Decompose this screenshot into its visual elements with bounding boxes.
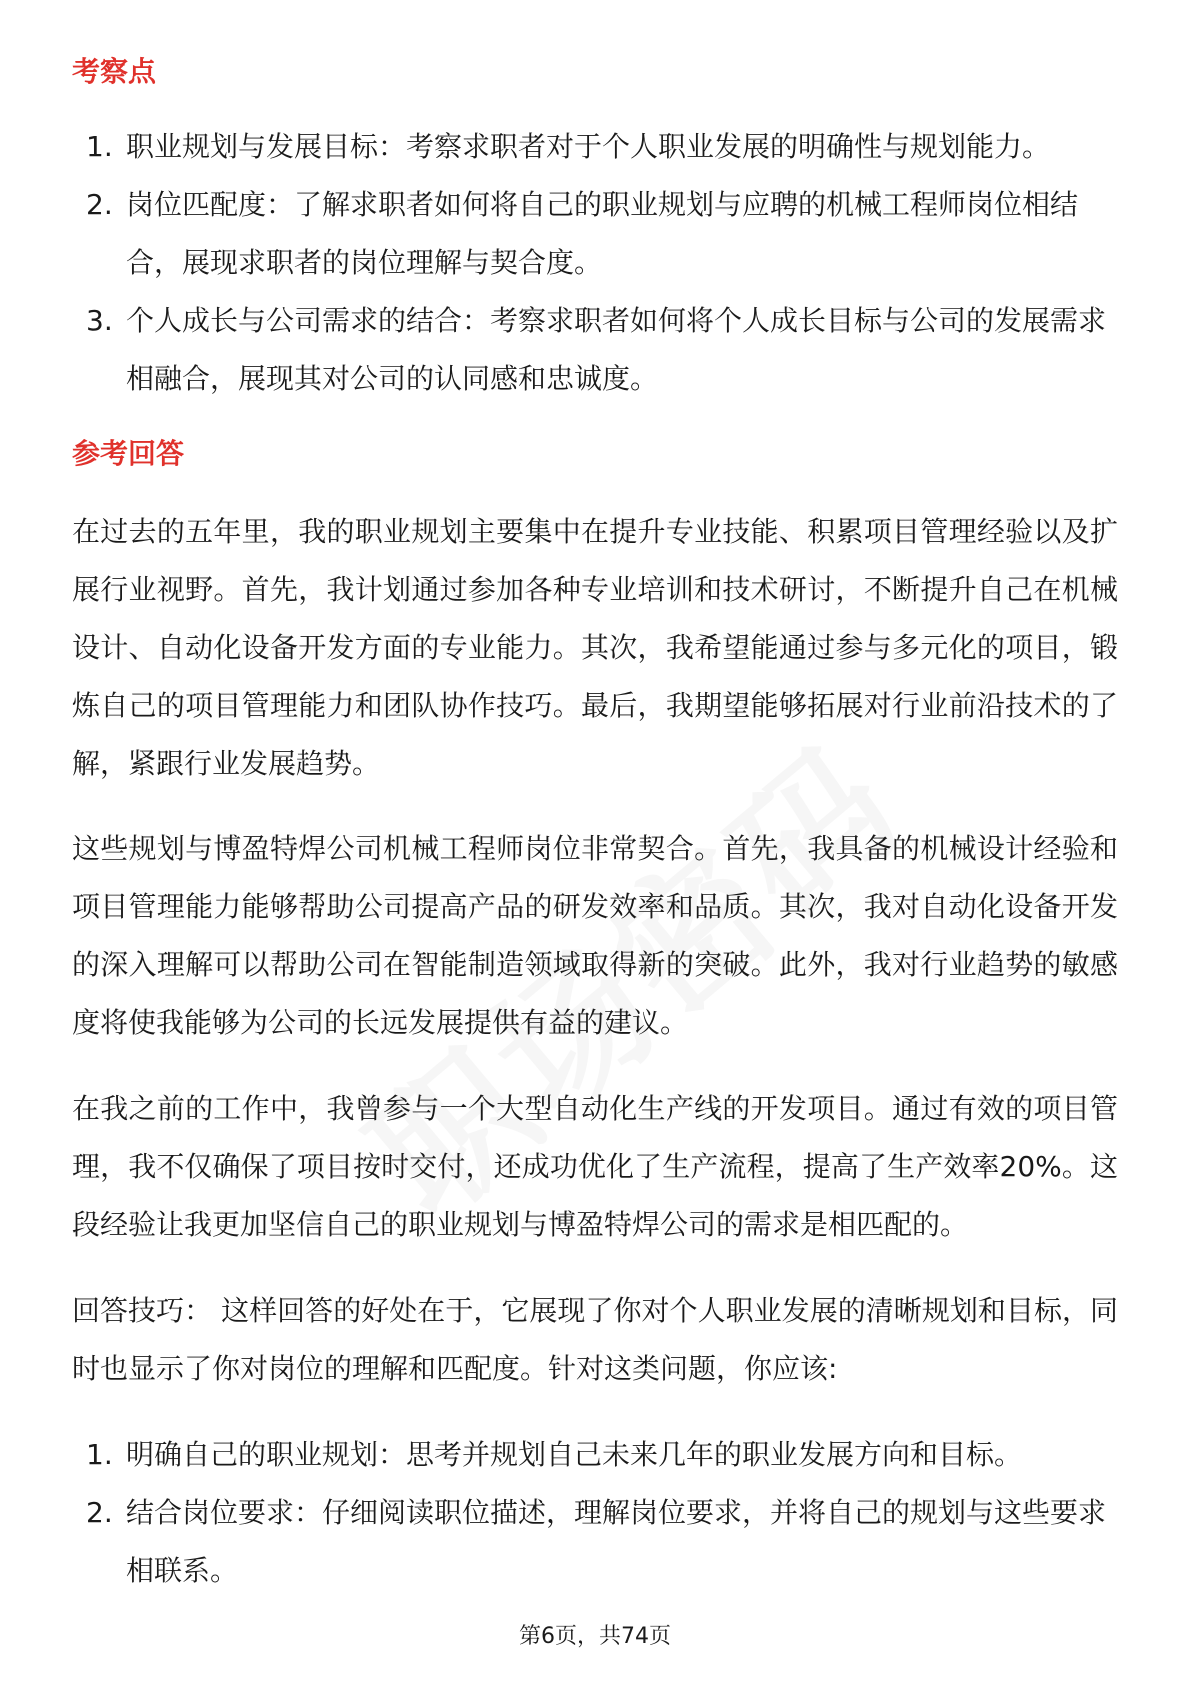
answer-paragraph-3: 在我之前的工作中，我曾参与一个大型自动化生产线的开发项目。通过有效的项目管理，我不仅确保了项目按时交付，还成功优化了生产流程，提高了生产效率20%。这段经验让我更加坚信自己的职业规划与博盈特焊公司的需求是相匹配的。 [72, 1092, 1118, 1241]
focus-list [72, 118, 1118, 408]
list-number: 2. [86, 1496, 113, 1529]
answer-paragraph-2: 这些规划与博盈特焊公司机械工程师岗位非常契合。首先，我具备的机械设计经验和项目管理能力能够帮助公司提高产品的研发效率和品质。其次，我对自动化设备开发的深入理解可以帮助公司在智能制造领域取得新的突破。此外，我对行业趋势的敏感度将使我能够为公司的长远发展提供有益的建议。 [72, 832, 1118, 1039]
list-item-text: 个人成长与公司需求的结合：考察求职者如何将个人成长目标与公司的发展需求相融合，展现其对公司的认同感和忠诚度。 [126, 304, 1107, 395]
list-item [72, 1484, 1118, 1600]
list-item-text: 职业规划与发展目标：考察求职者对于个人职业发展的明确性与规划能力。 [126, 130, 1051, 163]
list-number: 1. [86, 1438, 113, 1471]
list-number: 1. [86, 130, 113, 163]
focus-heading: 考察点 [72, 55, 157, 88]
list-item [72, 1426, 1118, 1484]
list-number: 3. [86, 304, 113, 337]
list-item [72, 176, 1118, 292]
list-item-text: 明确自己的职业规划：思考并规划自己未来几年的职业发展方向和目标。 [126, 1438, 1023, 1471]
list-item-text: 结合岗位要求：仔细阅读职位描述，理解岗位要求，并将自己的规划与这些要求相联系。 [126, 1496, 1107, 1587]
answer-tips-paragraph: 回答技巧： 这样回答的好处在于，它展现了你对个人职业发展的清晰规划和目标，同时也显示了你对岗位的理解和匹配度。针对这类问题，你应该: [72, 1294, 1118, 1385]
list-number: 2. [86, 188, 113, 221]
answer-paragraph-1: 在过去的五年里，我的职业规划主要集中在提升专业技能、积累项目管理经验以及扩展行业视野。首先，我计划通过参加各种专业培训和技术研讨，不断提升自己在机械设计、自动化设备开发方面的专业能力。其次，我希望能通过参与多元化的项目，锻炼自己的项目管理能力和团队协作技巧。最后，我期望能够拓展对行业前沿技术的了解，紧跟行业发展趋势。 [72, 515, 1118, 780]
page-number-footer: 第6页，共74页 [519, 1624, 671, 1649]
list-item [72, 292, 1118, 408]
list-item-text: 岗位匹配度：了解求职者如何将自己的职业规划与应聘的机械工程师岗位相结合，展现求职者的岗位理解与契合度。 [126, 188, 1079, 279]
answer-heading: 参考回答 [72, 437, 185, 470]
list-item [72, 118, 1118, 176]
tips-list [72, 1426, 1118, 1600]
